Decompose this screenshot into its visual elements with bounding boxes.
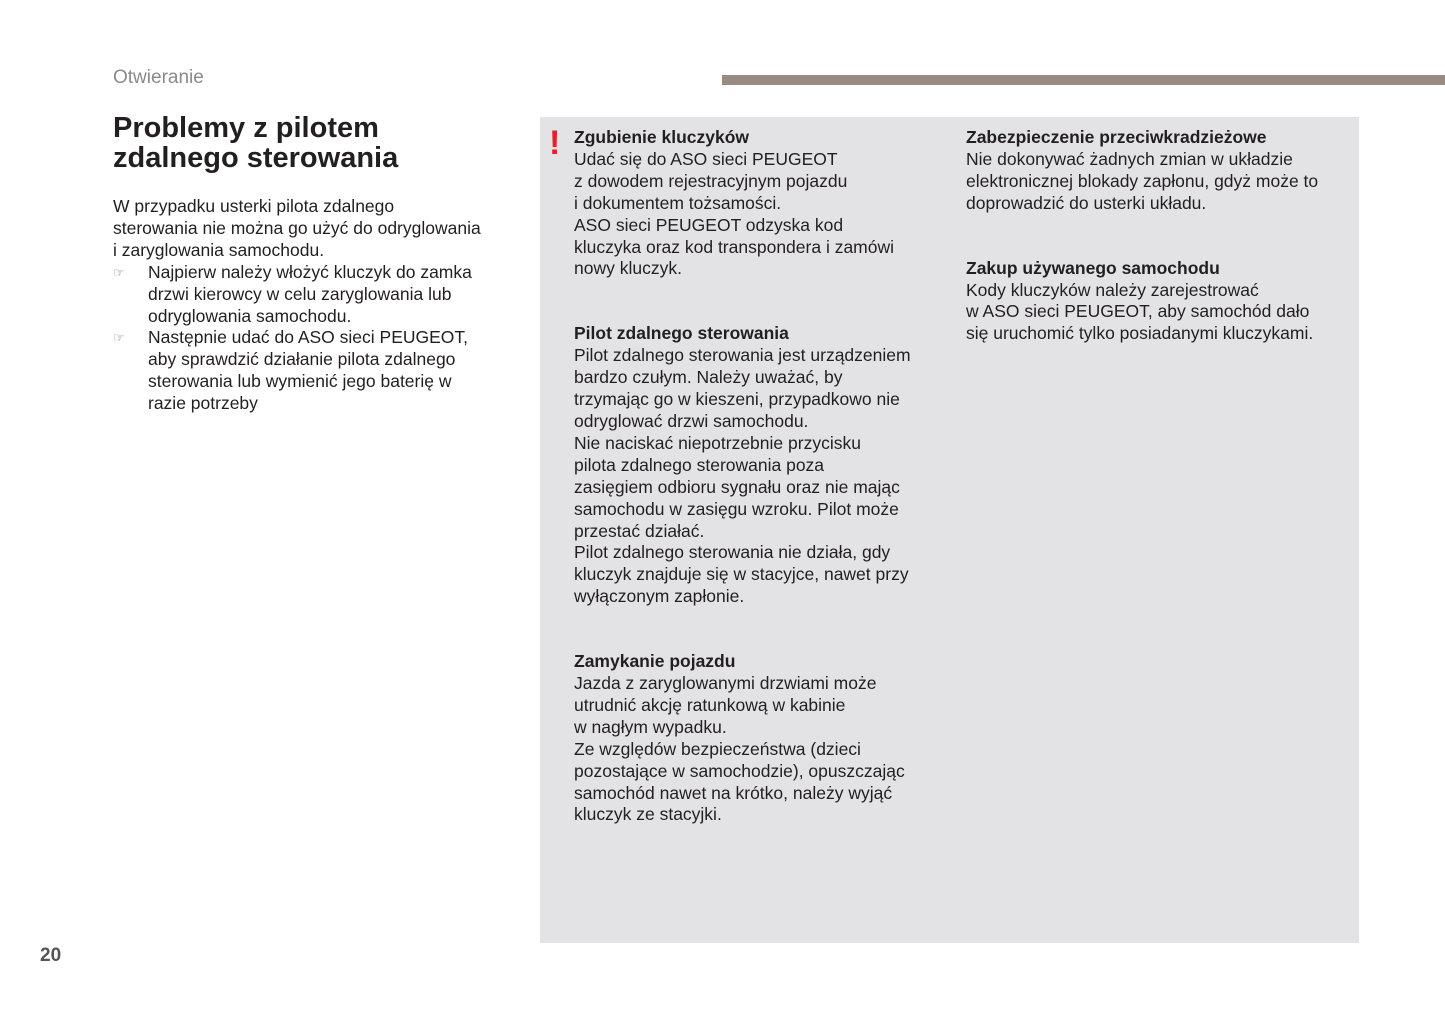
info-block-line: pilota zdalnego sterowania poza <box>574 454 825 475</box>
info-block-line: pozostające w samochodzie), opuszczając <box>574 760 905 781</box>
bullet-item <box>113 327 513 415</box>
info-block-line: Pilot zdalnego sterowania nie działa, gdy <box>574 542 891 563</box>
info-block <box>574 323 911 608</box>
bullet-line: razie potrzeby <box>148 393 258 414</box>
info-block-line: samochodu w zasięgu wzroku. Pilot może <box>574 498 899 519</box>
info-block-line: Nie dokonywać żadnych zmian w układzie <box>966 148 1293 169</box>
bullet-line: Następnie udać do ASO sieci PEUGEOT, <box>148 327 469 348</box>
info-block-line: trzymając go w kieszeni, przypadkowo nie <box>574 389 900 410</box>
page-title <box>113 113 398 173</box>
info-block <box>574 651 911 826</box>
info-block-line: samochód nawet na krótko, należy wyjąć <box>574 782 893 803</box>
info-block-line: zasięgiem odbioru sygnału oraz nie mając <box>574 476 900 497</box>
info-block-title: Pilot zdalnego sterowania <box>574 323 789 344</box>
pointing-hand-icon: ☞ <box>113 264 125 280</box>
header-bar <box>722 75 1445 85</box>
info-block-line: utrudnić akcję ratunkową w kabinie <box>574 694 846 715</box>
info-block-line: elektronicznej blokady zapłonu, gdyż może to <box>966 170 1319 191</box>
info-block-line: się uruchomić tylko posiadanymi kluczykami. <box>966 323 1314 344</box>
info-block-line: Kody kluczyków należy zarejestrować <box>966 279 1259 300</box>
info-block-line: Udać się do ASO sieci PEUGEOT <box>574 148 838 169</box>
title-line: Problemy z pilotem <box>113 112 379 144</box>
info-block-line: Ze względów bezpieczeństwa (dzieci <box>574 738 861 759</box>
info-right-column <box>966 127 1318 345</box>
info-block-line: odryglować drzwi samochodu. <box>574 410 809 431</box>
info-block-line: doprowadzić do usterki układu. <box>966 192 1207 213</box>
info-block-line: przestać działać. <box>574 520 705 541</box>
bullet-line: sterowania lub wymienić jego baterię w <box>148 371 452 392</box>
info-block <box>966 127 1318 215</box>
intro-line: i zaryglowania samochodu. <box>113 239 325 260</box>
info-block-line: z dowodem rejestracyjnym pojazdu <box>574 170 848 191</box>
info-block-title: Zabezpieczenie przeciwkradzieżowe <box>966 127 1267 147</box>
info-left-column <box>574 127 911 826</box>
info-block <box>574 127 911 280</box>
bullet-line: aby sprawdzić działanie pilota zdalnego <box>148 349 456 370</box>
info-block <box>966 258 1318 346</box>
bullet-line: Najpierw należy włożyć kluczyk do zamka <box>148 261 472 282</box>
info-block-line: wyłączonym zapłonie. <box>574 586 745 607</box>
title-line: zdalnego sterowania <box>113 142 399 174</box>
info-block-line: w nagłym wypadku. <box>574 716 727 737</box>
info-block-line: i dokumentem tożsamości. <box>574 192 782 213</box>
page-number: 20 <box>40 945 62 966</box>
info-block-line: kluczyka oraz kod transpondera i zamówi <box>574 236 895 257</box>
bullet-item <box>113 262 513 328</box>
info-block-line: nowy kluczyk. <box>574 258 682 279</box>
warning-icon: ! <box>549 124 561 162</box>
info-block-title: Zakup używanego samochodu <box>966 257 1220 278</box>
info-block-line: Nie naciskać niepotrzebnie przycisku <box>574 432 861 453</box>
pointing-hand-icon: ☞ <box>113 330 125 346</box>
intro-line: W przypadku usterki pilota zdalnego <box>113 196 395 216</box>
info-block-line: kluczyk znajduje się w stacyjce, nawet przy <box>574 564 909 585</box>
info-block-line: ASO sieci PEUGEOT odzyska kod <box>574 214 844 235</box>
section-header: Otwieranie <box>113 67 204 88</box>
info-block-line: Jazda z zaryglowanymi drzwiami może <box>574 673 877 694</box>
info-block-line: bardzo czułym. Należy uważać, by <box>574 367 843 388</box>
info-block-line: w ASO sieci PEUGEOT, aby samochód dało <box>966 301 1310 322</box>
intro-line: sterowania nie można go użyć do odryglowania <box>113 217 481 238</box>
info-block-line: kluczyk ze stacyjki. <box>574 804 722 825</box>
bullet-line: odryglowania samochodu. <box>148 305 352 326</box>
bullet-line: drzwi kierowcy w celu zaryglowania lub <box>148 283 452 304</box>
info-block-title: Zamykanie pojazdu <box>574 651 736 672</box>
intro-section <box>113 196 513 415</box>
info-block-title: Zgubienie kluczyków <box>574 127 750 147</box>
info-block-line: Pilot zdalnego sterowania jest urządzeniem <box>574 345 911 366</box>
